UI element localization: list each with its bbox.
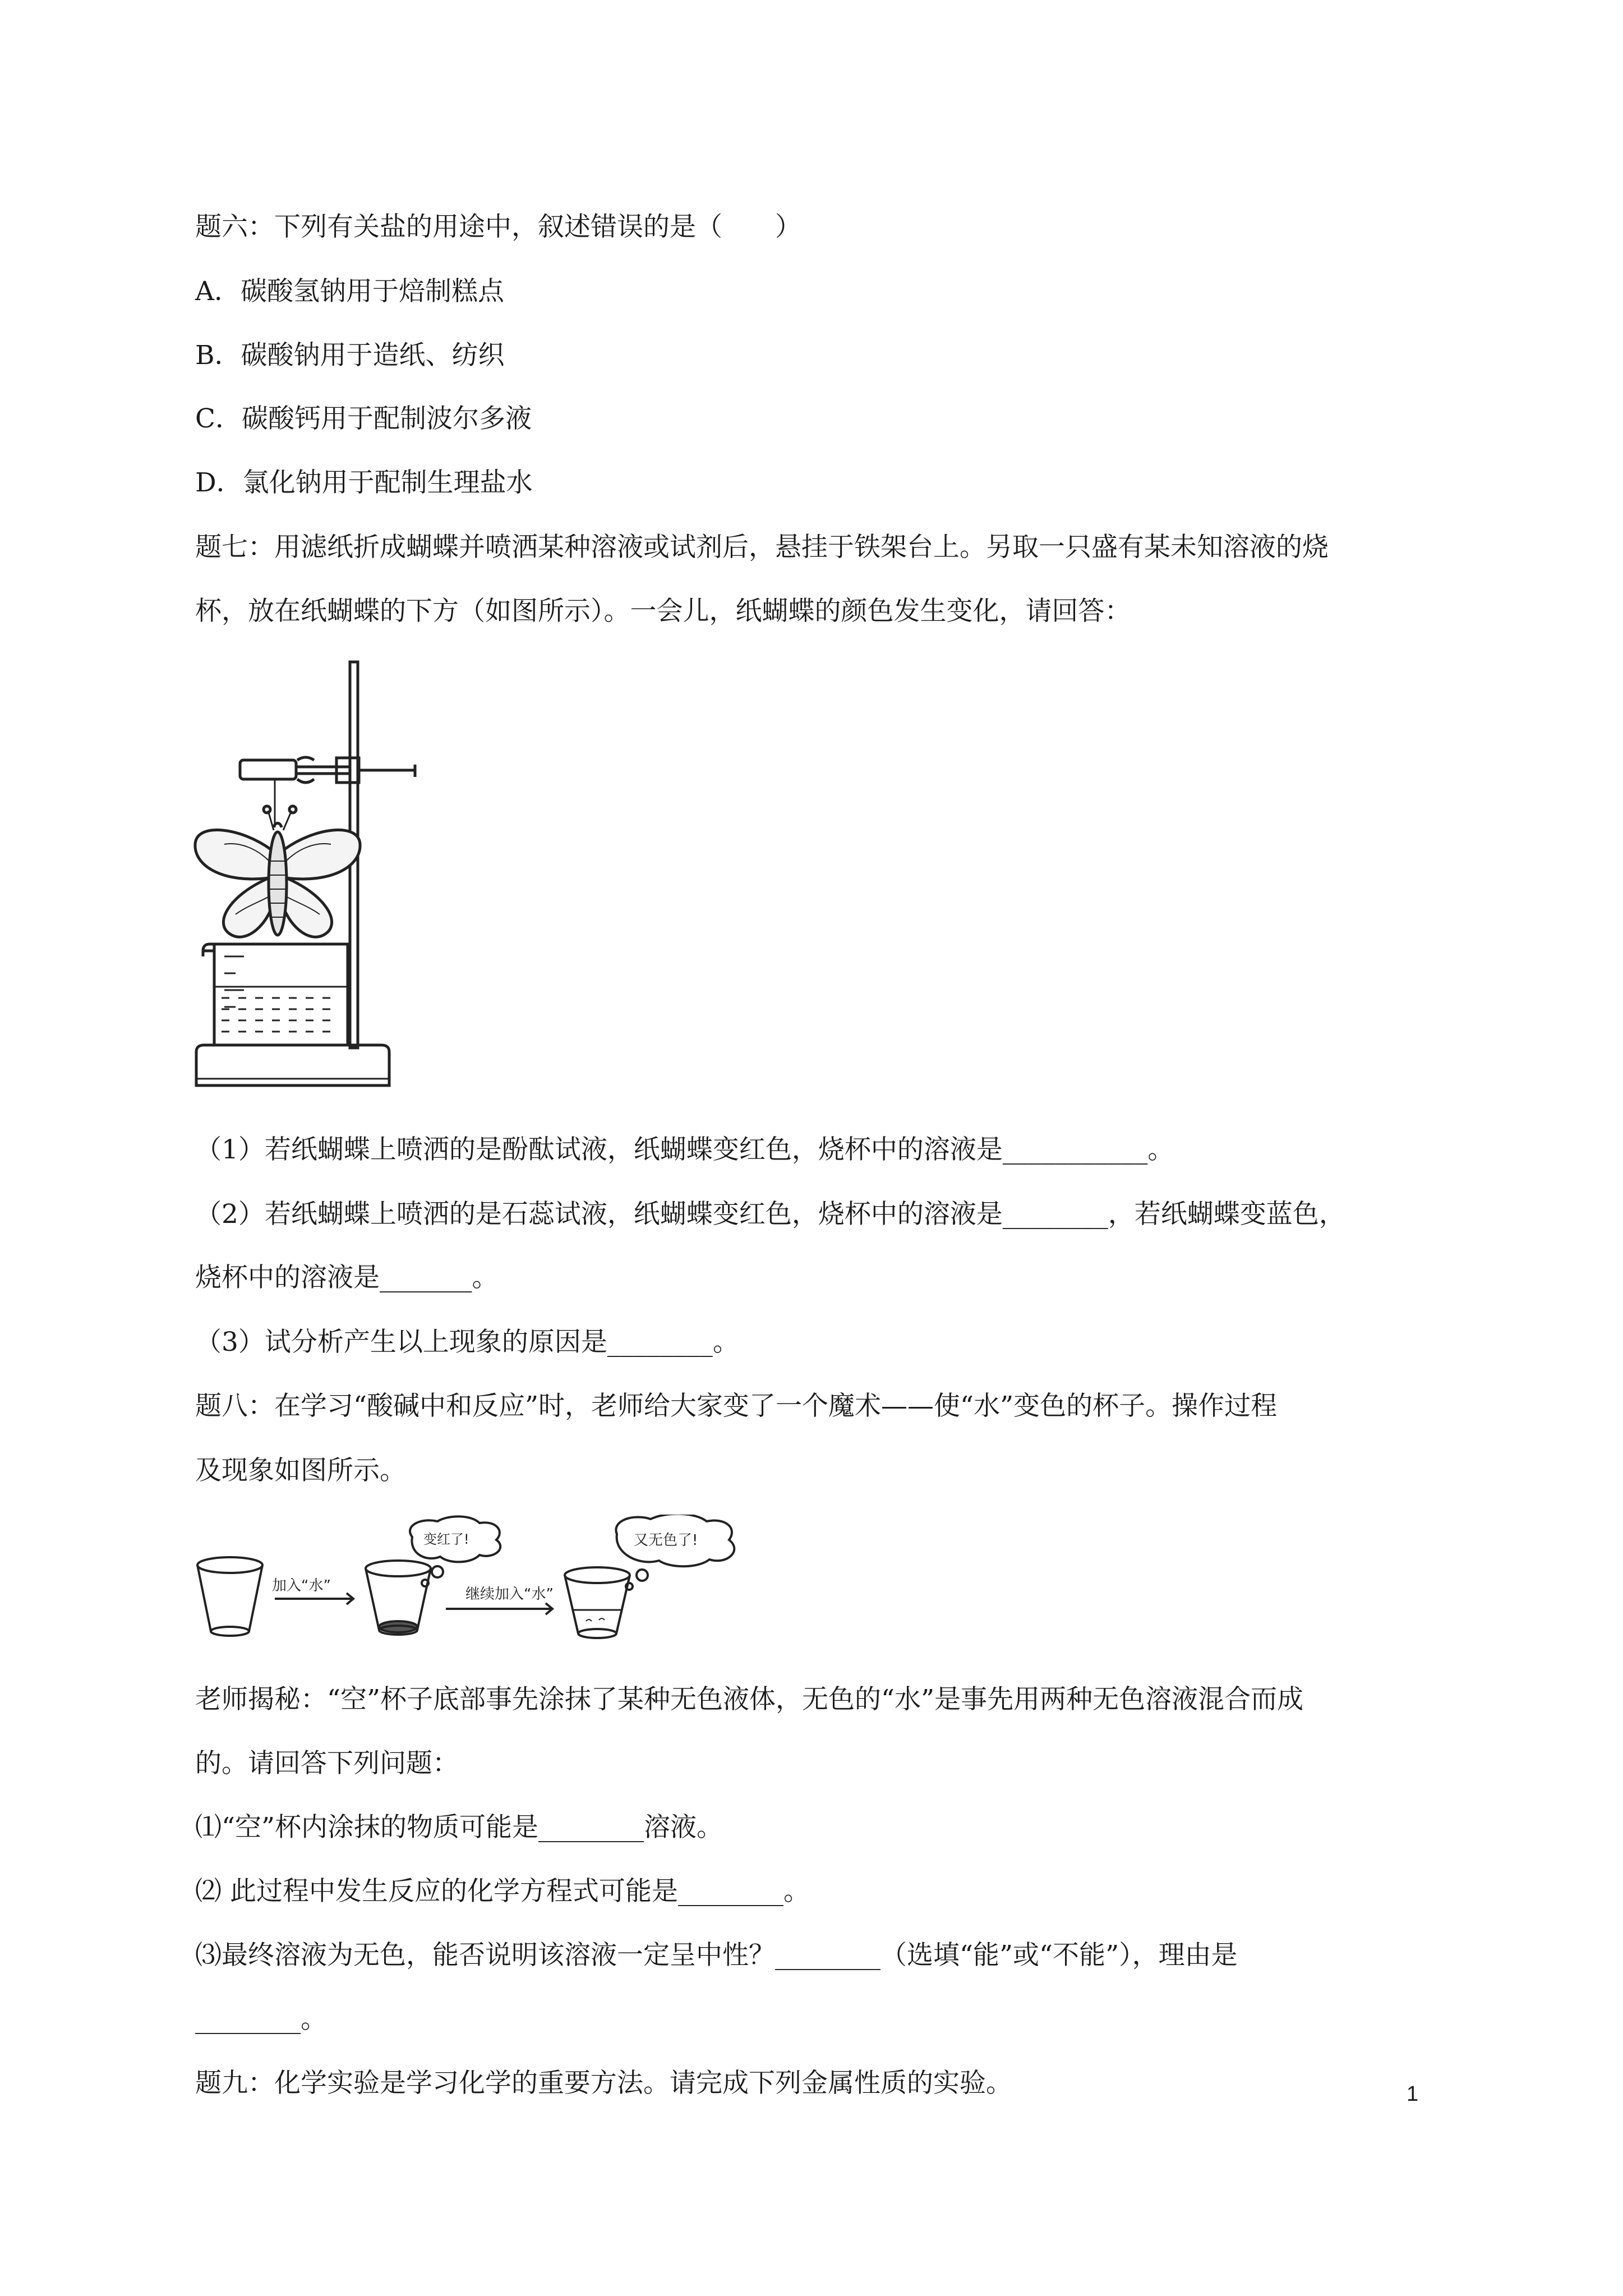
q7-sub2-line2: 烧杯中的溶液是_______。 xyxy=(195,1262,499,1293)
q6-option-d: D．氯化钠用于配制生理盐水 xyxy=(195,467,533,498)
q8-reveal-line2: 的。请回答下列问题： xyxy=(195,1748,459,1779)
magic-cups-figure xyxy=(191,1515,785,1644)
q6-option-a: A．碳酸氢钠用于焙制糕点 xyxy=(195,276,504,307)
red-liquid-cup xyxy=(366,1561,431,1635)
arrow-1-label: 加入“水” xyxy=(272,1577,331,1594)
q9-stem: 题九：化学实验是学习化学的重要方法。请完成下列金属性质的实验。 xyxy=(195,2068,1012,2099)
beaker xyxy=(203,944,348,1045)
paper-butterfly xyxy=(195,806,360,937)
q7-stem-line1: 题七：用滤纸折成蝴蝶并喷洒某种溶液或试剂后，悬挂于铁架台上。另取一只盛有某未知溶液的烧 xyxy=(195,532,1329,563)
empty-cup xyxy=(197,1557,262,1636)
q6-option-b: B．碳酸钠用于造纸、纺织 xyxy=(195,340,505,371)
colorless-cup xyxy=(565,1567,630,1638)
q8-reveal-line1: 老师揭秘：“空”杯子底部事先涂抹了某种无色液体，无色的“水”是事先用两种无色溶液混合而成 xyxy=(195,1684,1304,1715)
q8-stem-line1: 题八：在学习“酸碱中和反应”时，老师给大家变了一个魔术——使“水”变色的杯子。操作过程 xyxy=(195,1391,1278,1421)
q8-sub3-line2: ________。 xyxy=(195,2004,327,2035)
q7-stem-line2: 杯，放在纸蝴蝶的下方（如图所示）。一会儿，纸蝴蝶的颜色发生变化，请回答： xyxy=(195,596,1131,627)
q8-sub3-line1: ⑶最终溶液为无色，能否说明该溶液一定呈中性？________（选填“能”或“不能”），理由是 xyxy=(195,1940,1238,1971)
bubble-2-text: 又无色了! xyxy=(634,1532,698,1549)
q8-sub1: ⑴“空”杯内涂抹的物质可能是________溶液。 xyxy=(195,1812,723,1843)
page-number: 1 xyxy=(1407,2082,1419,2106)
q6-stem: 题六：下列有关盐的用途中，叙述错误的是（ ） xyxy=(195,211,801,242)
q7-sub2-line1: （2）若纸蝴蝶上喷洒的是石蕊试液，纸蝴蝶变红色，烧杯中的溶液是________，若纸蝴蝶变蓝色， xyxy=(195,1199,1345,1230)
arrow-2-label: 继续加入“水” xyxy=(465,1586,554,1603)
q7-sub1: （1）若纸蝴蝶上喷洒的是酚酞试液，纸蝴蝶变红色，烧杯中的溶液是___________。 xyxy=(195,1134,1174,1165)
q6-option-c: C．碳酸钙用于配制波尔多液 xyxy=(195,403,532,434)
bubble-1-text: 变红了! xyxy=(423,1531,469,1547)
arrow-2 xyxy=(446,1603,552,1614)
arrow-1 xyxy=(275,1593,353,1604)
q8-sub2: ⑵ 此过程中发生反应的化学方程式可能是________。 xyxy=(195,1876,810,1907)
q8-stem-line2: 及现象如图所示。 xyxy=(195,1455,406,1486)
clamp xyxy=(240,760,296,779)
q7-sub3: （3）试分析产生以上现象的原因是________。 xyxy=(195,1327,739,1358)
butterfly-apparatus-figure xyxy=(191,659,437,1102)
